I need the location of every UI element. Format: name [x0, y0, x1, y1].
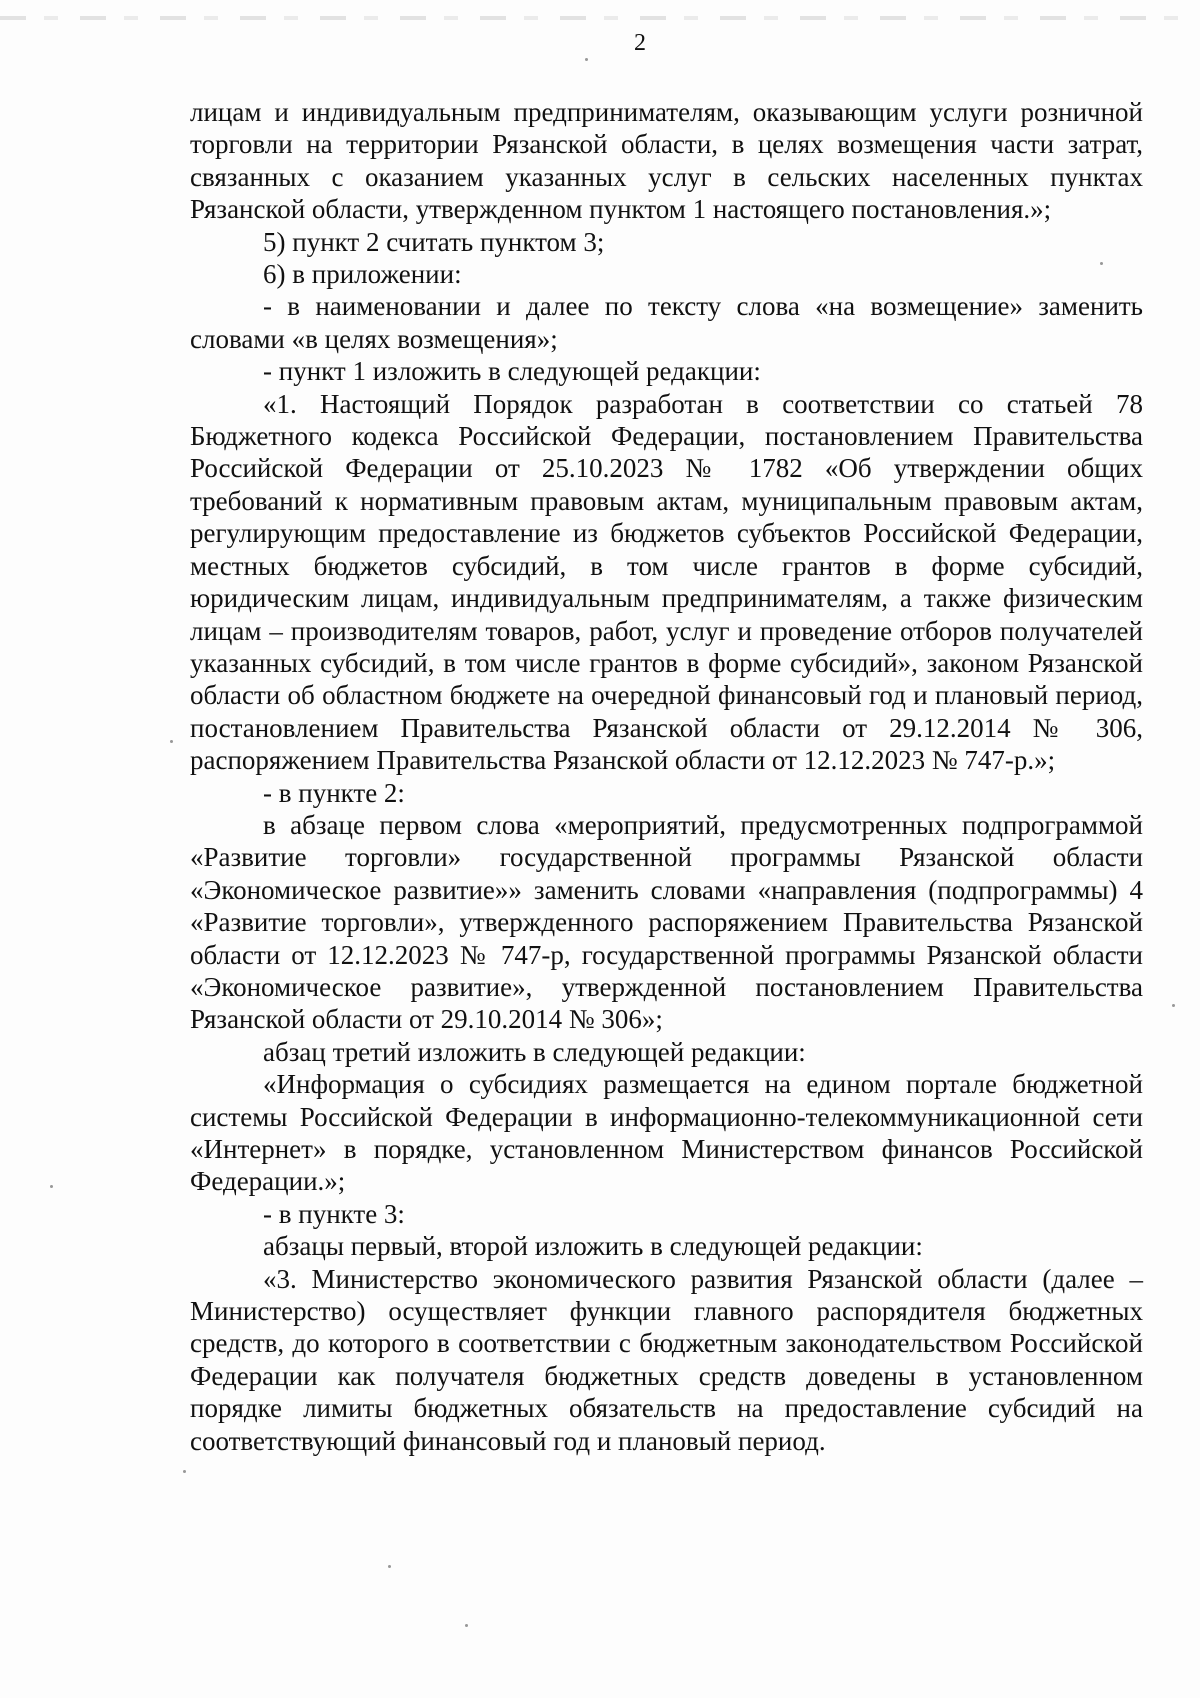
document-body: [190, 96, 1143, 1457]
paragraph-point-3-text: «3. Министерство экономического развития Рязанской области (далее – Министерство) осуществляет функции главного распорядителя бюджетных средств, до которого в соответствии с бюджетным законодательством Российской Федерации как получателя бюджетных средств доведены в установленном порядке лимиты бюджетных обязательств на предоставление субсидий на соответствующий финансовый год и плановый период.: [190, 1263, 1143, 1456]
paragraph-point-3-abzacs-intro: абзацы первый, второй изложить в следующей редакции:: [263, 1231, 923, 1262]
scan-speck: [1172, 1004, 1175, 1007]
paragraph-point-3-intro: - в пункте 3:: [263, 1198, 405, 1229]
paragraph-continuation: лицам и индивидуальным предпринимателям, оказывающим услуги розничной торговли на территории Рязанской области, в целях возмещения части затрат, связанных с оказанием указанных услуг в сельских населенных пунктах Рязанской области, утвержденном пунктом 1 настоящего постановления.»;: [190, 97, 1143, 225]
scan-speck: [1100, 262, 1103, 265]
paragraph-item-6: 6) в приложении:: [263, 259, 462, 290]
paragraph-point-2-intro: - в пункте 2:: [263, 777, 405, 808]
page-number: 2: [634, 30, 646, 56]
paragraph-item-5: 5) пункт 2 считать пунктом 3;: [263, 226, 605, 257]
paragraph-point-2-third-abzac-intro: абзац третий изложить в следующей редакции:: [263, 1036, 806, 1067]
scan-speck: [170, 740, 173, 743]
paragraph-point-1-intro: - пункт 1 изложить в следующей редакции:: [263, 356, 761, 387]
paragraph-point-1-text: «1. Настоящий Порядок разработан в соответствии со статьей 78 Бюджетного кодекса Российской Федерации, постановлением Правительства Российской Федерации от 25.10.2023 № 1782 «Об утверждении общих требований к нормативным правовым актам, муниципальным правовым актам, регулирующим предоставление из бюджетов субъектов Российской Федерации, местных бюджетов субсидий, в том числе грантов в форме субсидий, юридическим лицам, индивидуальным предпринимателям, а также физическим лицам – производителям товаров, работ, услуг и проведение отборов получателей указанных субсидий, в том числе грантов в форме субсидий», законом Рязанской области об областном бюджете на очередной финансовый год и плановый период, постановлением Правительства Рязанской области от 29.12.2014 № 306, распоряжением Правительства Рязанской области от 12.12.2023 № 747-р.»;: [190, 388, 1143, 776]
scan-speck: [183, 1470, 186, 1473]
scan-speck: [585, 58, 588, 61]
scan-speck: [465, 1624, 468, 1627]
scan-speck: [50, 1185, 53, 1188]
paragraph-point-2-first-abzac: в абзаце первом слова «мероприятий, предусмотренных подпрограммой «Развитие торговли» государственной программы Рязанской области «Экономическое развитие»» заменить словами «направления (подпрограммы) 4 «Развитие торговли», утвержденного распоряжением Правительства Рязанской области от 12.12.2023 № 747-р, государственной программы Рязанской области «Экономическое развитие», утвержденной постановлением Правительства Рязанской области от 29.10.2014 № 306»;: [190, 809, 1143, 1035]
paragraph-naming-change: - в наименовании и далее по тексту слова «на возмещение» заменить словами «в целях возмещения»;: [190, 291, 1143, 354]
scan-speck: [388, 1565, 391, 1568]
scan-edge-artifact: [0, 16, 1200, 20]
paragraph-point-2-third-abzac-text: «Информация о субсидиях размещается на едином портале бюджетной системы Российской Федерации в информационно-телекоммуникационной сети «Интернет» в порядке, установленном Министерством финансов Российской Федерации.»;: [190, 1069, 1143, 1197]
